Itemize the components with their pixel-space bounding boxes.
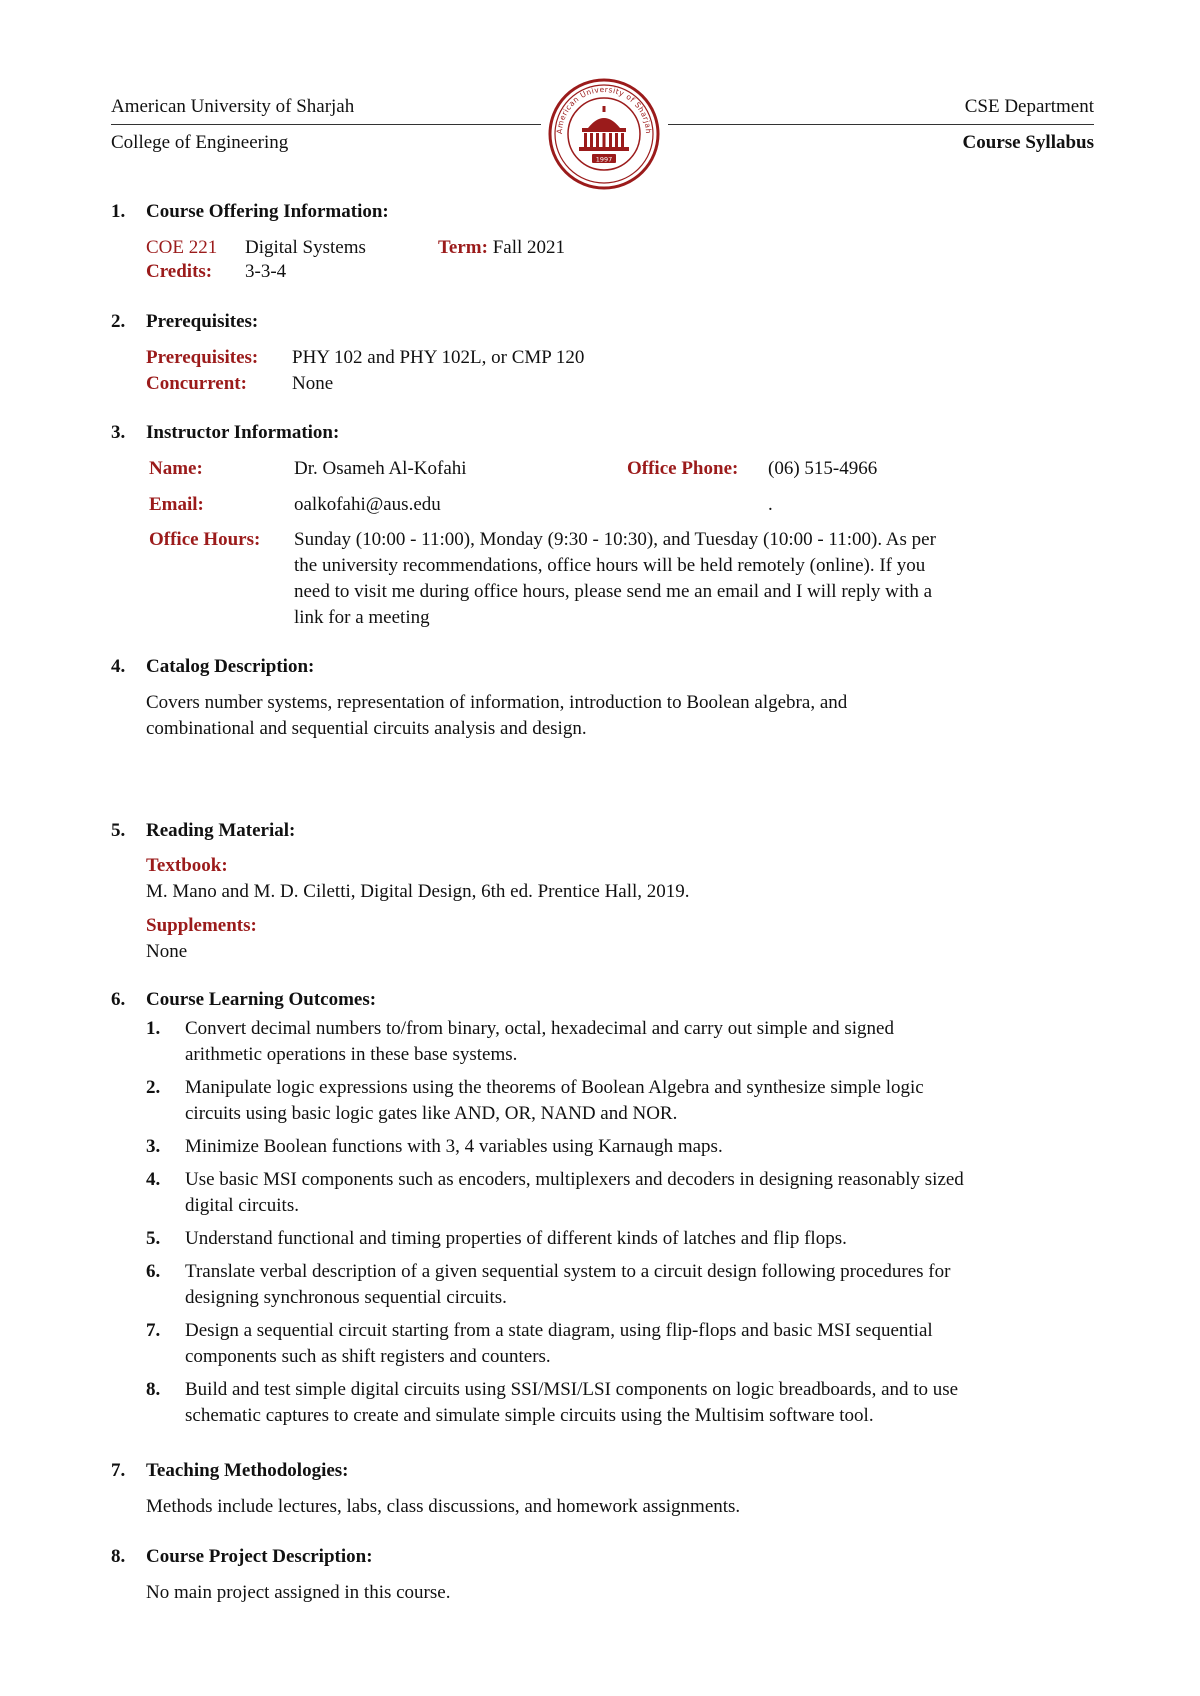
- section-6-title: 6. Course Learning Outcomes:: [111, 989, 377, 1010]
- instructor-email[interactable]: oalkofahi@aus.edu: [294, 494, 441, 515]
- section-5-title: 5. Reading Material:: [111, 820, 296, 841]
- section-1-title: 1. Course Offering Information:: [111, 201, 389, 222]
- outcome-line: digital circuits.: [185, 1195, 299, 1216]
- outcome-number: 3.: [146, 1136, 161, 1157]
- outcome-line: Convert decimal numbers to/from binary, octal, hexadecimal and carry out simple and signed: [185, 1018, 894, 1039]
- seal-arc-text: American University of Sharjah: [554, 84, 654, 135]
- credits-value: 3-3-4: [245, 261, 287, 282]
- outcome-line: schematic captures to create and simulate simple circuits using the Multisim software tool.: [185, 1405, 874, 1426]
- outcome-number: 8.: [146, 1379, 161, 1400]
- header-college: College of Engineering: [111, 132, 289, 153]
- outcome-line: components such as shift registers and counters.: [185, 1346, 551, 1367]
- office-hours-label: Office Hours:: [149, 529, 261, 550]
- outcome-line: Translate verbal description of a given sequential system to a circuit design following procedures for: [185, 1261, 951, 1282]
- email-trailing-dot: .: [768, 494, 773, 515]
- outcome-line: arithmetic operations in these base systems.: [185, 1044, 518, 1065]
- outcome-number: 5.: [146, 1228, 161, 1249]
- instructor-name-label: Name:: [149, 458, 203, 479]
- outcome-number: 4.: [146, 1169, 161, 1190]
- section-4-title: 4. Catalog Description:: [111, 656, 315, 677]
- header-doc-type: Course Syllabus: [962, 132, 1094, 153]
- instructor-name: Dr. Osameh Al-Kofahi: [294, 458, 467, 479]
- outcome-line: Minimize Boolean functions with 3, 4 variables using Karnaugh maps.: [185, 1136, 723, 1157]
- catalog-description-line: combinational and sequential circuits analysis and design.: [146, 718, 587, 739]
- outcome-number: 6.: [146, 1261, 161, 1282]
- section-3-title: 3. Instructor Information:: [111, 422, 340, 443]
- header-department: CSE Department: [964, 96, 1094, 117]
- outcome-number: 2.: [146, 1077, 161, 1098]
- office-phone-label: Office Phone:: [627, 458, 739, 479]
- credits: Credits:: [146, 261, 213, 282]
- course-code: COE 221: [146, 237, 218, 258]
- outcome-line: circuits using basic logic gates like AND, OR, NAND and NOR.: [185, 1103, 678, 1124]
- outcome-number: 1.: [146, 1018, 161, 1039]
- course-name: Digital Systems: [245, 237, 366, 258]
- header-rule-left: [111, 124, 541, 125]
- office-hours-line: the university recommendations, office hours will be held remotely (online). If you: [294, 555, 926, 576]
- email-label: Email:: [149, 494, 204, 515]
- outcome-line: Manipulate logic expressions using the theorems of Boolean Algebra and synthesize simple logic: [185, 1077, 924, 1098]
- term: Term: Fall 2021: [438, 237, 566, 258]
- outcome-line: designing synchronous sequential circuits.: [185, 1287, 507, 1308]
- section-8-title: 8. Course Project Description:: [111, 1546, 373, 1567]
- concurrent-label: Concurrent:: [146, 373, 247, 394]
- teaching-methodologies-text: Methods include lectures, labs, class discussions, and homework assignments.: [146, 1496, 741, 1517]
- outcome-line: Build and test simple digital circuits using SSI/MSI/LSI components on logic breadboards, and to use: [185, 1379, 959, 1400]
- header-university: American University of Sharjah: [111, 96, 355, 117]
- university-seal-logo: [548, 78, 660, 190]
- textbook-label: Textbook:: [146, 855, 228, 876]
- office-hours-line: need to visit me during office hours, please send me an email and I will reply with a: [294, 581, 933, 602]
- outcome-number: 7.: [146, 1320, 161, 1341]
- textbook-value: M. Mano and M. D. Ciletti, Digital Design, 6th ed. Prentice Hall, 2019.: [146, 881, 690, 902]
- section-2-title: 2. Prerequisites:: [111, 311, 259, 332]
- office-phone: (06) 515-4966: [768, 458, 878, 479]
- supplements-label: Supplements:: [146, 915, 257, 936]
- seal-year: 1997: [595, 155, 613, 164]
- course-project-text: No main project assigned in this course.: [146, 1582, 451, 1603]
- header-rule-right: [668, 124, 1094, 125]
- catalog-description-line: Covers number systems, representation of information, introduction to Boolean algebra, and: [146, 692, 848, 713]
- office-hours-line: link for a meeting: [294, 607, 430, 628]
- prereq-value: PHY 102 and PHY 102L, or CMP 120: [292, 347, 585, 368]
- office-hours-line: Sunday (10:00 - 11:00), Monday (9:30 - 10:30), and Tuesday (10:00 - 11:00). As per: [294, 529, 936, 550]
- section-7-title: 7. Teaching Methodologies:: [111, 1460, 349, 1481]
- concurrent-value: None: [292, 373, 334, 394]
- outcome-line: Understand functional and timing properties of different kinds of latches and flip flops.: [185, 1228, 847, 1249]
- outcome-line: Design a sequential circuit starting from a state diagram, using flip-flops and basic MSI sequential: [185, 1320, 933, 1341]
- outcome-line: Use basic MSI components such as encoders, multiplexers and decoders in designing reasonably sized: [185, 1169, 964, 1190]
- supplements-value: None: [146, 941, 188, 962]
- prereq-label: Prerequisites:: [146, 347, 259, 368]
